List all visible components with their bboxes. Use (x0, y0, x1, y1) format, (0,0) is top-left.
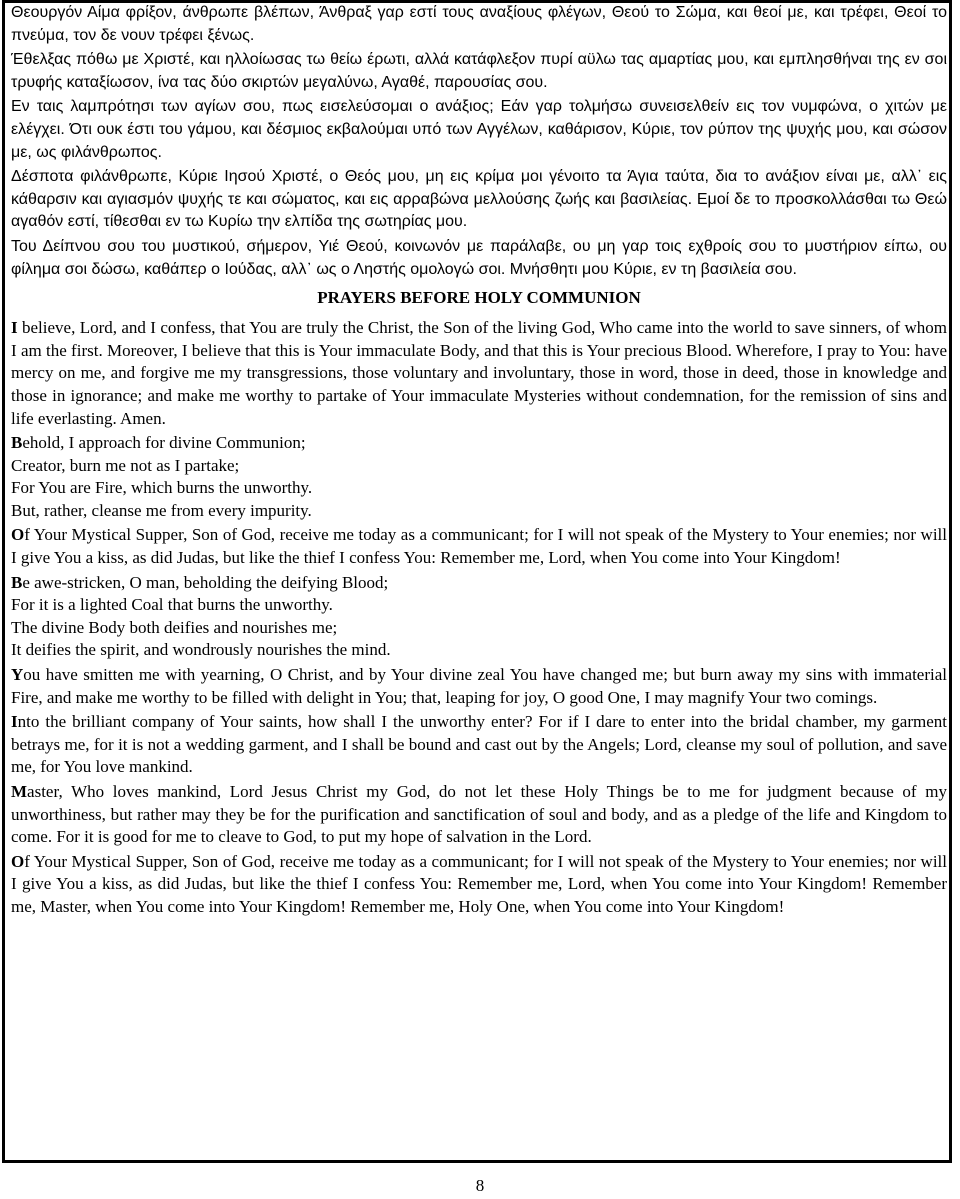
greek-paragraph-5: Του Δείπνου σου του μυστικού, σήμερον, Υιέ Θεού, κοινωνόν με παράλαβε, ου μη γαρ τοις εχθροίς σου το μυστήριον είπω, ου φίλημα σοι δώσω, καθάπερ ο Ιούδας, αλλ᾽ ως ο Ληστής ομολογώ σοι. Μνήσθητι μου Κύριε, εν τη βασιλεία σου. (11, 237, 947, 278)
verse-line: For You are Fire, which burns the unworthy. (11, 478, 313, 498)
paragraph-text: aster, Who loves mankind, Lord Jesus Christ my God, do not let these Holy Things be to me for judgment because of my unworthiness, but rather may they be for the purification and sanctification of soul and body, and as a pledge of the life and Kingdom to come. For it is good for me to cleave to God, to put my hope of salvation in the Lord. (11, 782, 947, 847)
verse-text: e awe-stricken, O man, beholding the deifying Blood; (22, 572, 389, 592)
greek-paragraph-3: Εν ταις λαμπρότησι των αγίων σου, πως εισελεύσομαι ο ανάξιος; Εάν γαρ τολμήσω συνεισελθείν εις τον νυμφώνα, ο χιτών με ελέγχει. Ότι ουκ έστι του γάμου, και δέσμιος εκβαλούμαι υπό των Αγγέλων, καθάρισον, Κύριε, τον ρύπον της ψυχής μου, και σώσον με, ως φιλάνθρωπος. (11, 98, 947, 161)
verse-text: ehold, I approach for divine Communion; (22, 433, 306, 453)
verse-block-2 (11, 572, 947, 662)
drop-initial: I (11, 318, 18, 338)
paragraph-text: f Your Mystical Supper, Son of God, receive me today as a communicant; for I will not speak of the Mystery to Your enemies; nor will I give You a kiss, as did Judas, but like the thief I confess You: Remember me, Lord, when You come into Your Kingdom! Remember me, Master, when You come into Your Kingdom! Remember me, Holy One, when You come into Your Kingdom! (11, 851, 947, 916)
verse-line: For it is a lighted Coal that burns the unworthy. (11, 595, 333, 615)
english-paragraph-3 (11, 664, 947, 709)
drop-initial: B (11, 433, 23, 453)
greek-paragraph-4: Δέσποτα φιλάνθρωπε, Κύριε Ιησού Χριστέ, ο Θεός μου, μη εις κρίμα μοι γένοιτο τα Άγια ταύτα, δια το ανάξιον είναι με, αλλ᾽ εις κάθαρσιν και αγιασμόν ψυχής τε και σώματος, και εις αρραβώνα μελλούσης ζωής και βασιλείας. Εμοί δε το προσκολλάσθαι τω Θεώ αγαθόν εστί, τίθεσθαι εν τω Κυρίω την ελπίδα της σωτηρίας μου. (11, 168, 947, 231)
paragraph-text: ou have smitten me with yearning, O Christ, and by Your divine zeal You have changed me; but burn away my sins with immaterial Fire, and make me worthy to be filled with delight in You; that, leaping for joy, O good One, I may magnify Your two comings. (11, 665, 947, 707)
english-paragraph-5 (11, 781, 947, 849)
drop-initial: O (11, 851, 25, 871)
drop-initial: O (11, 525, 25, 545)
paragraph-text: f Your Mystical Supper, Son of God, receive me today as a communicant; for I will not speak of the Mystery to Your enemies; nor will I give You a kiss, as did Judas, but like the thief I confess You: Remember me, Lord, when You come into Your Kingdom! (11, 525, 947, 568)
greek-paragraph-1: Θεουργόν Αίμα φρίξον, άνθρωπε βλέπων, Άνθραξ γαρ εστί τους αναξίους φλέγων, Θεού το Σώμα, και θεοί με, και τρέφει, Θεοί το πνεύμα, τον δε νουν τρέφει ξένως. (11, 4, 947, 44)
english-paragraph-1 (11, 317, 947, 430)
verse-block-1 (11, 432, 947, 522)
drop-initial: Y (11, 665, 24, 685)
verse-line: Creator, burn me not as I partake; (11, 455, 240, 475)
english-paragraph-4 (11, 711, 947, 779)
verse-line (11, 432, 947, 455)
verse-line: But, rather, cleanse me from every impurity. (11, 500, 312, 520)
drop-initial: M (11, 782, 28, 801)
verse-line: It deifies the spirit, and wondrously nourishes the mind. (11, 640, 391, 660)
paragraph-text: nto the brilliant company of Your saints, how shall I the unworthy enter? For if I dare to enter into the bridal chamber, my garment betrays me, for it is not a wedding garment, and I shall be bound and cast out by the Angels; Lord, cleanse my soul of pollution, and save me, for You love mankind. (11, 712, 947, 777)
drop-initial: B (11, 572, 23, 592)
verse-line (11, 572, 947, 595)
greek-paragraph-2: Έθελξας πόθω με Χριστέ, και ηλλοίωσας τω θείω έρωτι, αλλά κατάφλεξον πυρί αϋλω τας αμαρτίας μου, και εμπλησθήναι της εν σοι τρυφής καταξίωσον, ίνα τας δύο σκιρτών μεγαλύνω, Αγαθέ, παρουσίας σου. (11, 51, 947, 91)
english-paragraph-6 (11, 851, 947, 919)
verse-line: The divine Body both deifies and nourishes me; (11, 617, 338, 637)
drop-initial: I (11, 712, 18, 732)
paragraph-text: believe, Lord, and I confess, that You are truly the Christ, the Son of the living God, Who came into the world to save sinners, of whom I am the first. Moreover, I believe that this is Your immaculate Body, and that this is Your precious Blood. Wherefore, I pray to You: have mercy on me, and forgive me my transgressions, those voluntary and involuntary, those in word, those in deed, those in knowledge and those in ignorance; and make me worthy to partake of Your immaculate Mysteries without condemnation, for the remission of sins and life everlasting. Amen. (11, 318, 947, 428)
page-content (11, 2, 947, 921)
english-paragraph-2 (11, 524, 947, 569)
page-number: 8 (475, 1176, 485, 1195)
section-title: PRAYERS BEFORE HOLY COMMUNION (317, 288, 641, 308)
